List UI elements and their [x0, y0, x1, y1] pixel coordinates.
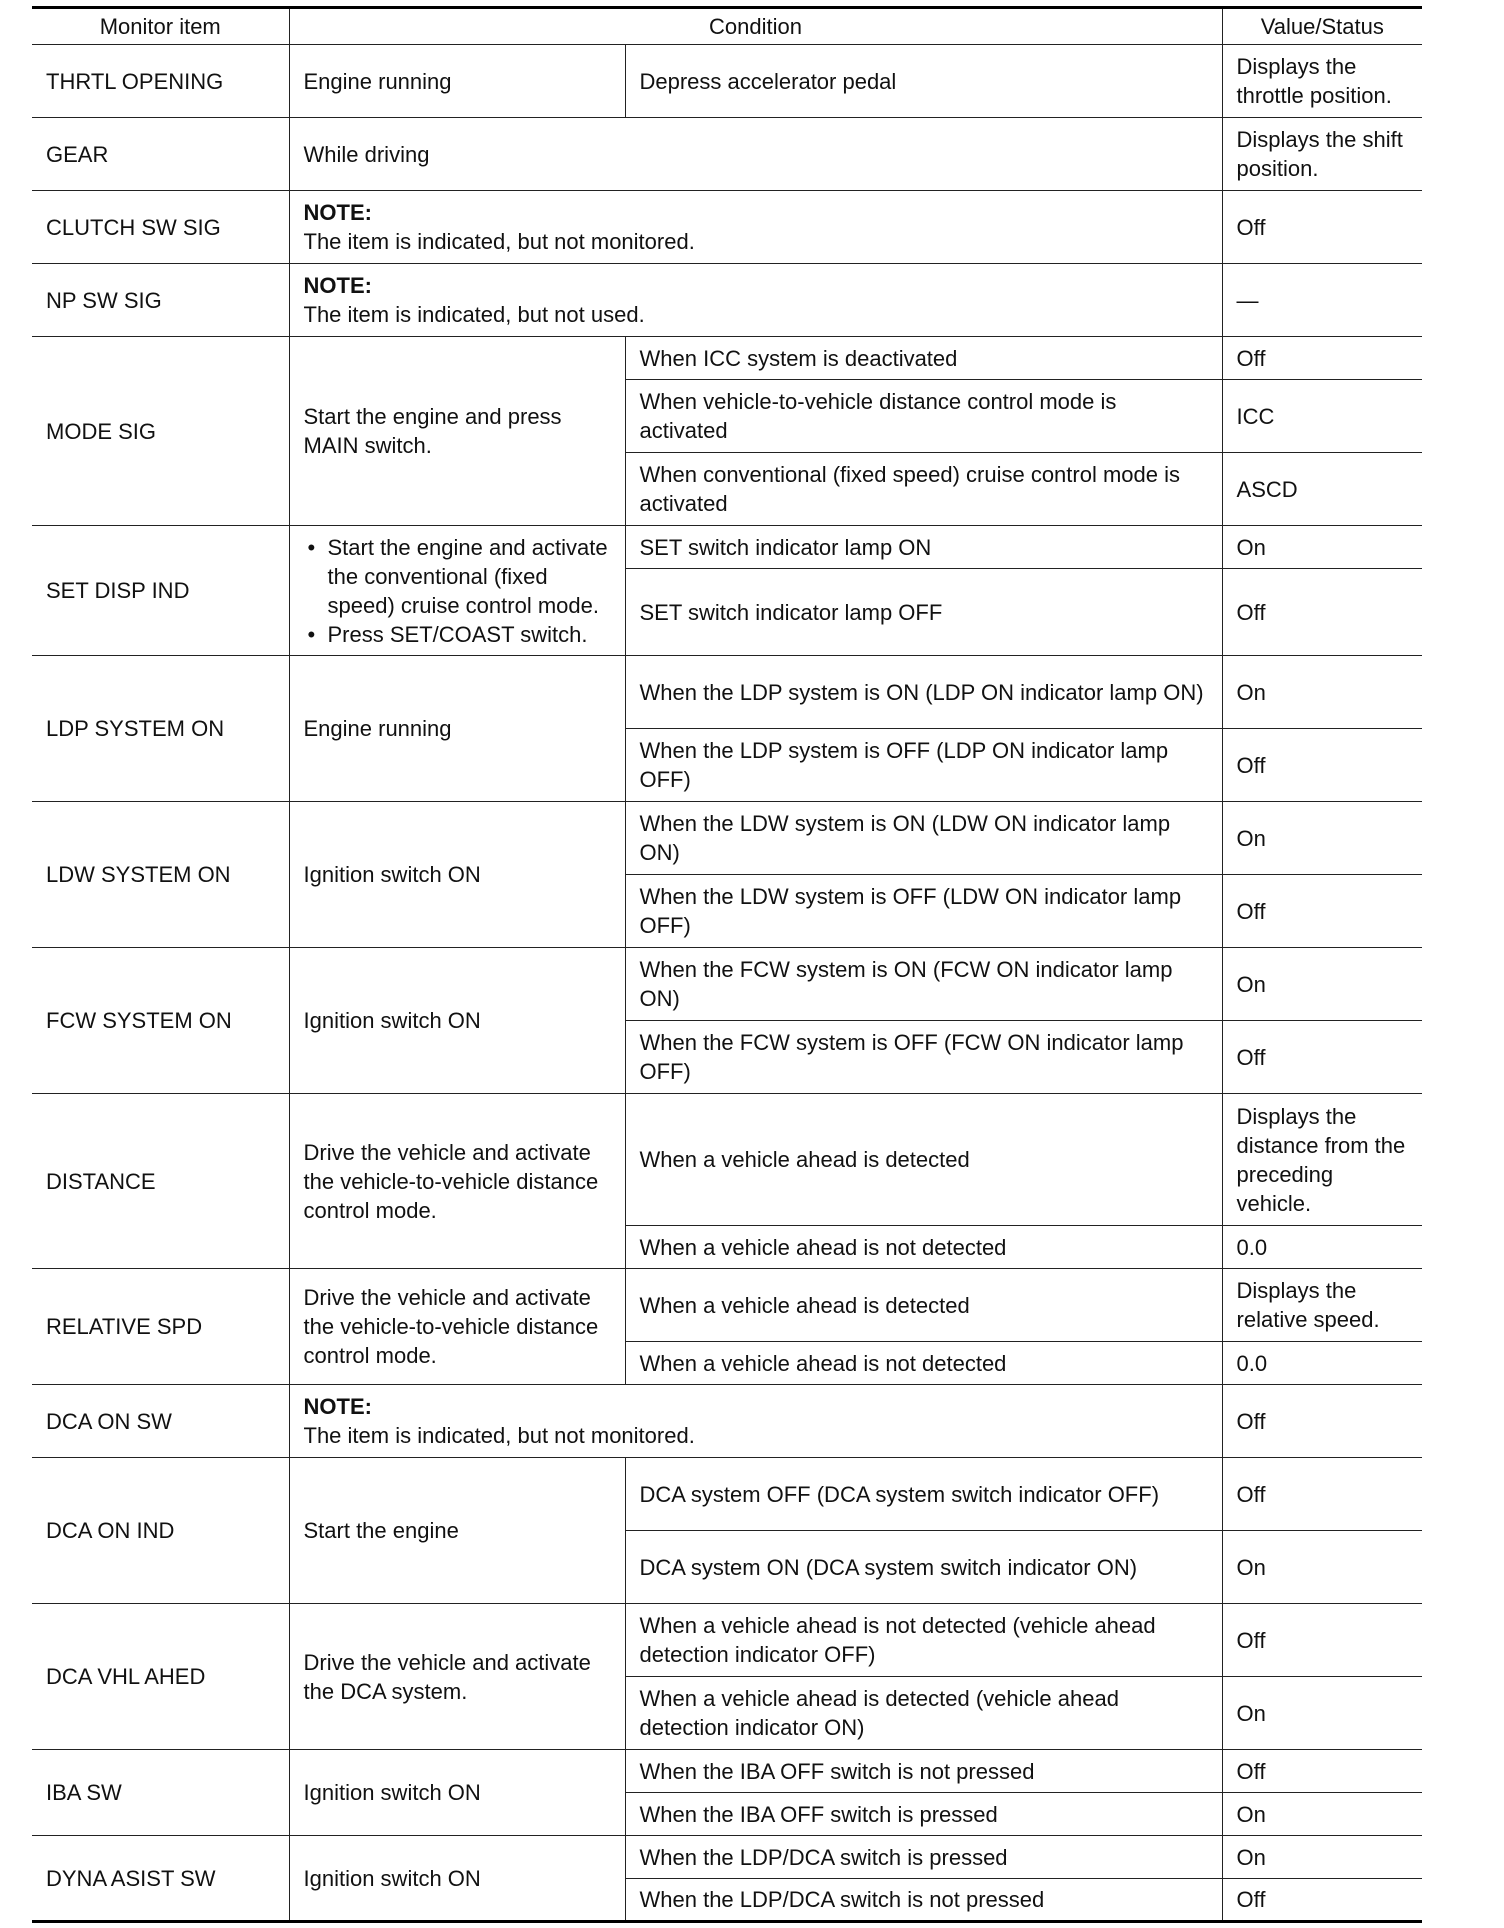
value-status: 0.0 — [1222, 1226, 1422, 1269]
monitor-item: DYNA ASIST SW — [32, 1836, 289, 1922]
condition-detail: When the LDW system is OFF (LDW ON indicator lamp OFF) — [625, 875, 1222, 948]
table-row — [32, 1836, 1422, 1879]
monitor-item: FCW SYSTEM ON — [32, 948, 289, 1094]
monitor-item: IBA SW — [32, 1750, 289, 1836]
condition-detail: Depress accelerator pedal — [625, 45, 1222, 118]
monitor-item: NP SW SIG — [32, 264, 289, 337]
condition-detail: When vehicle-to-vehicle distance control mode is activated — [625, 380, 1222, 453]
condition-detail: SET switch indicator lamp OFF — [625, 569, 1222, 656]
condition-detail: SET switch indicator lamp ON — [625, 526, 1222, 569]
value-status: 0.0 — [1222, 1342, 1422, 1385]
condition-detail: When a vehicle ahead is not detected (vehicle ahead detection indicator OFF) — [625, 1604, 1222, 1677]
value-status: On — [1222, 948, 1422, 1021]
value-status: ASCD — [1222, 453, 1422, 526]
table-row — [32, 526, 1422, 569]
header-value-status: Value/Status — [1222, 8, 1422, 45]
condition-detail: When a vehicle ahead is detected — [625, 1269, 1222, 1342]
monitor-item: LDP SYSTEM ON — [32, 656, 289, 802]
condition-main: Drive the vehicle and activate the vehicle-to-vehicle distance control mode. — [289, 1094, 625, 1269]
condition-detail: When a vehicle ahead is detected (vehicle ahead detection indicator ON) — [625, 1677, 1222, 1750]
value-status: Displays the distance from the preceding vehicle. — [1222, 1094, 1422, 1226]
note-cell — [289, 1385, 1222, 1458]
table-row — [32, 656, 1422, 729]
condition-detail: When the IBA OFF switch is pressed — [625, 1793, 1222, 1836]
note-label: NOTE: — [303, 200, 372, 225]
value-status: On — [1222, 1836, 1422, 1879]
condition-main: While driving — [289, 118, 1222, 191]
condition-main — [289, 526, 625, 656]
condition-main: Engine running — [289, 45, 625, 118]
table-header-row — [32, 8, 1422, 45]
condition-detail: When conventional (fixed speed) cruise control mode is activated — [625, 453, 1222, 526]
value-status: On — [1222, 656, 1422, 729]
condition-main: Drive the vehicle and activate the DCA system. — [289, 1604, 625, 1750]
condition-detail: When the LDW system is ON (LDW ON indicator lamp ON) — [625, 802, 1222, 875]
condition-main: Ignition switch ON — [289, 802, 625, 948]
monitor-item: RELATIVE SPD — [32, 1269, 289, 1385]
value-status: Displays the throttle position. — [1222, 45, 1422, 118]
condition-detail: When the LDP system is ON (LDP ON indicator lamp ON) — [625, 656, 1222, 729]
monitor-item: DISTANCE — [32, 1094, 289, 1269]
value-status: Off — [1222, 1879, 1422, 1922]
condition-detail: When the FCW system is OFF (FCW ON indicator lamp OFF) — [625, 1021, 1222, 1094]
value-status: Displays the shift position. — [1222, 118, 1422, 191]
value-status: Off — [1222, 1021, 1422, 1094]
table-row — [32, 1269, 1422, 1342]
monitor-item: GEAR — [32, 118, 289, 191]
condition-main: Ignition switch ON — [289, 1836, 625, 1922]
value-status: Off — [1222, 337, 1422, 380]
monitor-item: DCA ON IND — [32, 1458, 289, 1604]
note-text: The item is indicated, but not monitored. — [303, 229, 695, 254]
table-row — [32, 191, 1422, 264]
table-row — [32, 264, 1422, 337]
table-row — [32, 1604, 1422, 1677]
condition-detail: When the IBA OFF switch is not pressed — [625, 1750, 1222, 1793]
note-cell — [289, 264, 1222, 337]
monitor-item: THRTL OPENING — [32, 45, 289, 118]
value-status: Off — [1222, 1750, 1422, 1793]
condition-detail: When a vehicle ahead is detected — [625, 1094, 1222, 1226]
condition-main: Start the engine and press MAIN switch. — [289, 337, 625, 526]
condition-bullet: • Start the engine and activate the conventional (fixed speed) cruise control mode. — [328, 533, 611, 620]
table-row — [32, 802, 1422, 875]
value-status: Off — [1222, 875, 1422, 948]
value-status: On — [1222, 1793, 1422, 1836]
value-status: Off — [1222, 191, 1422, 264]
note-cell — [289, 191, 1222, 264]
monitor-item: SET DISP IND — [32, 526, 289, 656]
condition-detail: When the LDP/DCA switch is not pressed — [625, 1879, 1222, 1922]
monitor-item: MODE SIG — [32, 337, 289, 526]
value-status: Displays the relative speed. — [1222, 1269, 1422, 1342]
value-status: Off — [1222, 1604, 1422, 1677]
condition-detail: When the FCW system is ON (FCW ON indicator lamp ON) — [625, 948, 1222, 1021]
note-label: NOTE: — [303, 1394, 372, 1419]
value-status: Off — [1222, 729, 1422, 802]
note-text: The item is indicated, but not monitored. — [303, 1423, 695, 1448]
condition-detail: DCA system ON (DCA system switch indicator ON) — [625, 1531, 1222, 1604]
table-row — [32, 1094, 1422, 1226]
monitor-item: DCA VHL AHED — [32, 1604, 289, 1750]
header-monitor-item: Monitor item — [32, 8, 289, 45]
value-status: Off — [1222, 569, 1422, 656]
value-status: Off — [1222, 1385, 1422, 1458]
value-status: Off — [1222, 1458, 1422, 1531]
table-row — [32, 45, 1422, 118]
condition-main: Ignition switch ON — [289, 948, 625, 1094]
note-label: NOTE: — [303, 273, 372, 298]
value-status: ICC — [1222, 380, 1422, 453]
value-status: — — [1222, 264, 1422, 337]
value-status: On — [1222, 1677, 1422, 1750]
condition-detail: When a vehicle ahead is not detected — [625, 1226, 1222, 1269]
condition-main: Engine running — [289, 656, 625, 802]
monitor-item: LDW SYSTEM ON — [32, 802, 289, 948]
condition-detail: When the LDP system is OFF (LDP ON indicator lamp OFF) — [625, 729, 1222, 802]
condition-detail: When the LDP/DCA switch is pressed — [625, 1836, 1222, 1879]
monitor-item: DCA ON SW — [32, 1385, 289, 1458]
condition-detail: When ICC system is deactivated — [625, 337, 1222, 380]
header-condition: Condition — [289, 8, 1222, 45]
condition-bullet: • Press SET/COAST switch. — [328, 620, 611, 649]
table-row — [32, 1750, 1422, 1793]
condition-main: Start the engine — [289, 1458, 625, 1604]
condition-bullet-list — [304, 533, 611, 649]
table-row — [32, 1385, 1422, 1458]
condition-main: Ignition switch ON — [289, 1750, 625, 1836]
table-row — [32, 948, 1422, 1021]
note-text: The item is indicated, but not used. — [303, 302, 645, 327]
value-status: On — [1222, 802, 1422, 875]
condition-detail: When a vehicle ahead is not detected — [625, 1342, 1222, 1385]
monitor-item: CLUTCH SW SIG — [32, 191, 289, 264]
table-row — [32, 118, 1422, 191]
monitor-item-table — [32, 6, 1422, 1923]
value-status: On — [1222, 526, 1422, 569]
table-row — [32, 337, 1422, 380]
condition-main: Drive the vehicle and activate the vehicle-to-vehicle distance control mode. — [289, 1269, 625, 1385]
value-status: On — [1222, 1531, 1422, 1604]
table-row — [32, 1458, 1422, 1531]
condition-detail: DCA system OFF (DCA system switch indicator OFF) — [625, 1458, 1222, 1531]
